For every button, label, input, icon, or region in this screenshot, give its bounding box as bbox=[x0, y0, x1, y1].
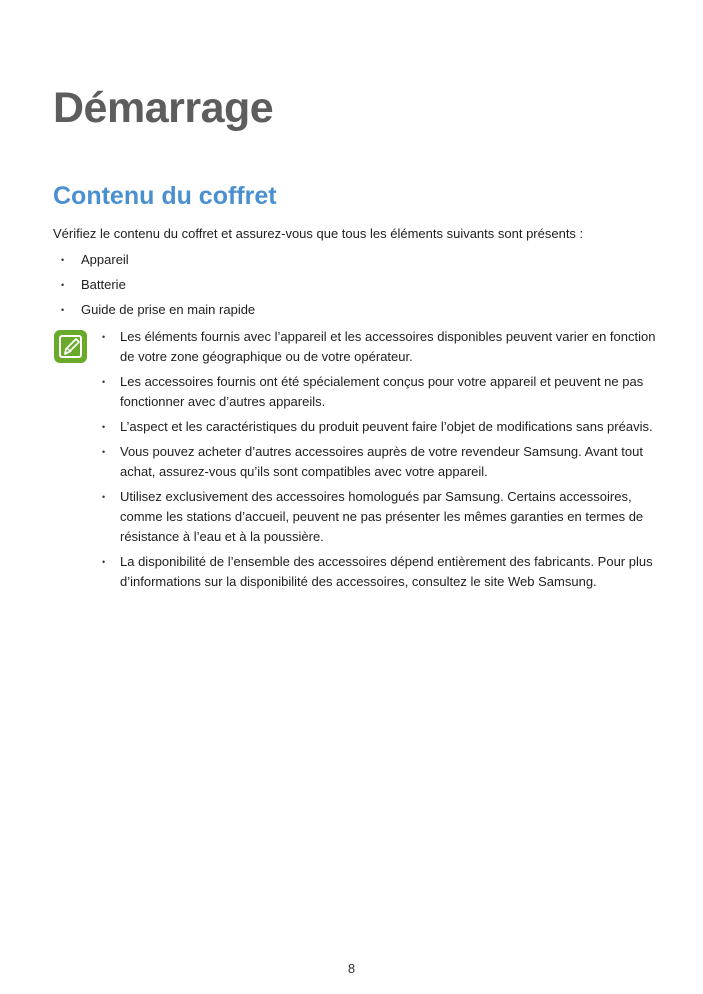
intro-text: Vérifiez le contenu du coffret et assurez-vous que tous les éléments suivants sont présents : bbox=[53, 226, 584, 241]
note-item: • Utilisez exclusivement des accessoires homologués par Samsung. Certains accessoires, comme les stations d’accueil, peuvent ne pas présenter les mêmes garanties en termes de résistance à l’eau et à la poussière. bbox=[99, 487, 659, 547]
contents-list bbox=[53, 250, 255, 325]
note-icon bbox=[54, 330, 87, 363]
list-item: • Appareil bbox=[53, 250, 255, 270]
note-item: • Vous pouvez acheter d’autres accessoires auprès de votre revendeur Samsung. Avant tout achat, assurez-vous qu’ils sont compatibles avec votre appareil. bbox=[99, 442, 659, 482]
list-item: • Batterie bbox=[53, 275, 255, 295]
note-item: • Les éléments fournis avec l’appareil et les accessoires disponibles peuvent varier en fonction de votre zone géographique ou de votre opérateur. bbox=[99, 327, 659, 367]
note-item: • Les accessoires fournis ont été spécialement conçus pour votre appareil et peuvent ne pas fonctionner avec d’autres appareils. bbox=[99, 372, 659, 412]
page-title: Démarrage bbox=[53, 84, 274, 132]
list-item: • Guide de prise en main rapide bbox=[53, 300, 255, 320]
note-item: • La disponibilité de l’ensemble des accessoires dépend entièrement des fabricants. Pour plus d’informations sur la disponibilité des accessoires, consultez le site Web Samsung. bbox=[99, 552, 659, 592]
section-title: Contenu du coffret bbox=[53, 182, 277, 210]
note-list bbox=[99, 327, 659, 597]
note-item: • L’aspect et les caractéristiques du produit peuvent faire l’objet de modifications sans préavis. bbox=[99, 417, 659, 437]
page-number: 8 bbox=[347, 961, 356, 976]
